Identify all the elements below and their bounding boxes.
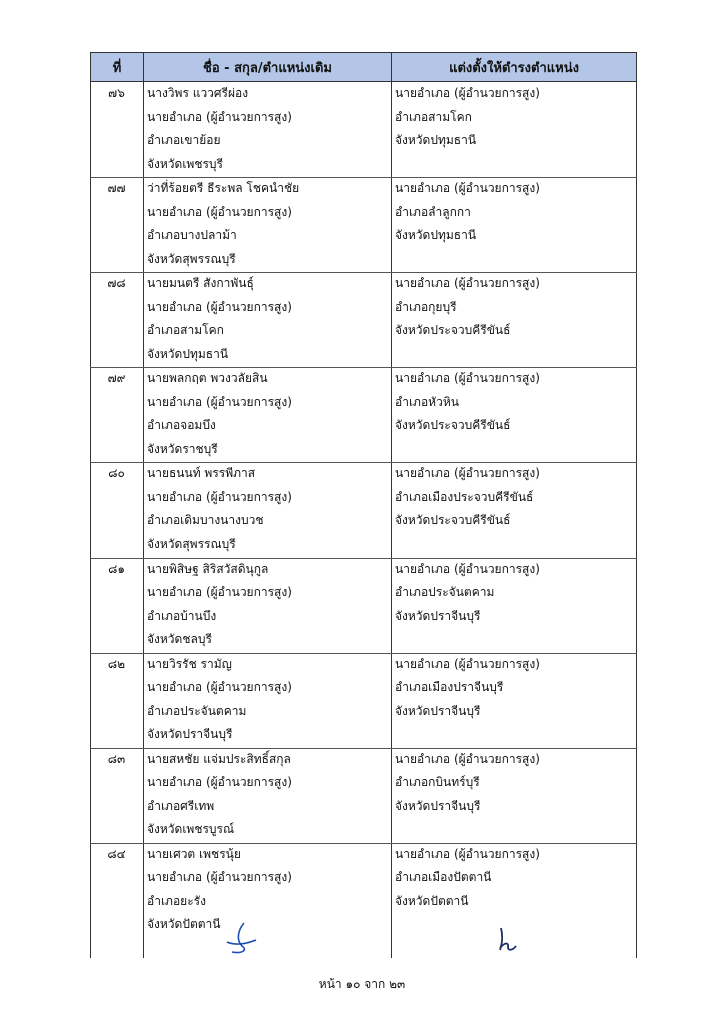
table-header	[90, 52, 637, 82]
row-number: ๗๘	[107, 276, 126, 291]
row-number: ๗๖	[108, 86, 125, 100]
old-position-cell	[147, 367, 387, 461]
new-position-line: นายอำเภอ (ผู้อำนวยการสูง)	[395, 846, 540, 861]
old-position-cell	[147, 653, 387, 747]
table-row	[90, 367, 637, 462]
new-position-cell	[395, 462, 633, 533]
new-position-cell	[395, 748, 633, 819]
person-name: นายเศวต เพชรนุ้ย	[147, 846, 241, 861]
new-position-line: อำเภอกบินทร์บุรี	[395, 775, 480, 790]
row-number: ๘๔	[107, 846, 126, 861]
new-position-line: นายอำเภอ (ผู้อำนวยการสูง)	[395, 751, 540, 766]
new-position-line: อำเภอสามโคก	[395, 109, 472, 124]
old-position-line: นายอำเภอ (ผู้อำนวยการสูง)	[147, 585, 292, 599]
new-position-line: อำเภอเมืองปัตตานี	[395, 870, 492, 885]
person-name: นายมนตรี สังกาพันธุ์	[147, 276, 254, 291]
old-position-line: นายอำเภอ (ผู้อำนวยการสูง)	[147, 394, 292, 409]
table-row	[90, 843, 637, 938]
new-position-line: นายอำเภอ (ผู้อำนวยการสูง)	[395, 181, 540, 196]
old-position-line: จังหวัดสุพรรณบุรี	[147, 536, 236, 551]
new-position-line: จังหวัดประจวบคีรีขันธ์	[395, 323, 511, 338]
new-position-cell	[395, 653, 633, 724]
new-position-line: จังหวัดปทุมธานี	[395, 133, 477, 147]
old-position-cell	[147, 748, 387, 842]
row-number: ๘๒	[107, 656, 126, 671]
table-row	[90, 177, 637, 272]
old-position-line: จังหวัดปทุมธานี	[147, 346, 229, 361]
old-position-line: อำเภอบางปลาม้า	[147, 228, 237, 243]
page-footer: หน้า ๑๐ จาก ๒๓	[318, 977, 406, 991]
new-position-line: อำเภอเมืองปราจีนบุรี	[395, 680, 504, 695]
person-name: นายธนนท์ พรรพีภาส	[147, 466, 256, 481]
header-number: ที่	[91, 53, 144, 81]
table-row	[90, 558, 637, 653]
new-position-line: อำเภอกุยบุรี	[395, 299, 457, 314]
new-position-line: นายอำเภอ (ผู้อำนวยการสูง)	[395, 276, 540, 291]
old-position-cell	[147, 272, 387, 366]
old-position-cell	[147, 82, 387, 176]
header-new-position: แต่งตั้งให้ดำรงตำแหน่ง	[449, 60, 579, 76]
row-number: ๘๐	[108, 466, 125, 481]
new-position-cell	[395, 367, 633, 438]
table-row	[90, 462, 637, 557]
table-row	[90, 272, 637, 367]
old-position-line: นายอำเภอ (ผู้อำนวยการสูง)	[147, 680, 292, 695]
table-row	[90, 653, 637, 748]
signature-left	[222, 920, 262, 956]
signature-right	[493, 924, 523, 954]
row-number: ๗๙	[107, 371, 126, 386]
header-name-position: ชื่อ - สกุล/ตำแหน่งเดิม	[144, 53, 392, 81]
new-position-line: จังหวัดประจวบคีรีขันธ์	[395, 418, 511, 433]
old-position-line: จังหวัดชลบุรี	[147, 632, 212, 646]
old-position-line: อำเภอจอมบึง	[147, 418, 216, 433]
new-position-line: จังหวัดประจวบคีรีขันธ์	[395, 513, 511, 528]
old-position-line: อำเภอเดิมบางนางบวช	[147, 513, 264, 528]
new-position-cell	[395, 843, 633, 914]
person-name: นายสหชัย แจ่มประสิทธิ์สกุล	[147, 751, 291, 766]
old-position-cell	[147, 843, 387, 937]
new-position-line: อำเภอลำลูกกา	[395, 204, 471, 219]
table-row	[90, 82, 637, 177]
person-name: นายวิรรัช รามัญ	[147, 656, 232, 671]
old-position-line: นายอำเภอ (ผู้อำนวยการสูง)	[147, 775, 292, 790]
old-position-line: อำเภอยะรัง	[147, 893, 206, 908]
old-position-line: จังหวัดเพชรบูรณ์	[147, 822, 235, 837]
table-row	[90, 748, 637, 843]
old-position-cell	[147, 558, 387, 652]
old-position-line: นายอำเภอ (ผู้อำนวยการสูง)	[147, 870, 292, 885]
old-position-line: จังหวัดราชบุรี	[147, 441, 218, 456]
old-position-line: จังหวัดปราจีนบุรี	[147, 727, 233, 742]
row-number: ๘๓	[107, 751, 126, 766]
new-position-line: นายอำเภอ (ผู้อำนวยการสูง)	[395, 86, 540, 100]
new-position-cell	[395, 558, 633, 629]
new-position-line: จังหวัดปัตตานี	[395, 893, 469, 908]
old-position-cell	[147, 462, 387, 556]
new-position-cell	[395, 177, 633, 248]
new-position-line: อำเภอเมืองประจวบคีรีขันธ์	[395, 489, 534, 504]
old-position-line: จังหวัดปัตตานี	[147, 917, 221, 932]
row-number: ๗๗	[107, 181, 126, 196]
old-position-line: จังหวัดสุพรรณบุรี	[147, 251, 236, 266]
new-position-line: อำเภอประจันตคาม	[395, 585, 495, 599]
old-position-line: อำเภอสามโคก	[147, 323, 224, 338]
new-position-line: จังหวัดปราจีนบุรี	[395, 608, 481, 623]
new-position-line: อำเภอหัวหิน	[395, 394, 459, 409]
new-position-line: นายอำเภอ (ผู้อำนวยการสูง)	[395, 656, 540, 671]
person-name: นายพลกฤต พวงวลัยสิน	[147, 371, 268, 386]
old-position-cell	[147, 177, 387, 271]
person-name: นางวิพร แววศรีผ่อง	[147, 86, 249, 100]
old-position-line: นายอำเภอ (ผู้อำนวยการสูง)	[147, 489, 292, 504]
new-position-line: นายอำเภอ (ผู้อำนวยการสูง)	[395, 561, 540, 576]
new-position-cell	[395, 272, 633, 343]
row-number: ๘๑	[108, 561, 125, 576]
old-position-line: อำเภอเขาย้อย	[147, 133, 221, 147]
old-position-line: นายอำเภอ (ผู้อำนวยการสูง)	[147, 204, 292, 219]
old-position-line: อำเภอศรีเทพ	[147, 798, 215, 813]
old-position-line: อำเภอบ้านบึง	[147, 608, 217, 623]
old-position-line: อำเภอประจันตคาม	[147, 703, 247, 718]
old-position-line: นายอำเภอ (ผู้อำนวยการสูง)	[147, 299, 292, 314]
old-position-line: จังหวัดเพชรบุรี	[147, 156, 223, 171]
old-position-line: นายอำเภอ (ผู้อำนวยการสูง)	[147, 109, 292, 124]
new-position-line: จังหวัดปทุมธานี	[395, 228, 477, 243]
new-position-line: จังหวัดปราจีนบุรี	[395, 798, 481, 813]
person-name: ว่าที่ร้อยตรี ธีระพล โชคนำชัย	[147, 181, 300, 196]
new-position-cell	[395, 82, 633, 153]
person-name: นายพิสิษฐ สิริสวัสดินุกูล	[147, 561, 269, 576]
new-position-line: จังหวัดปราจีนบุรี	[395, 703, 481, 718]
new-position-line: นายอำเภอ (ผู้อำนวยการสูง)	[395, 466, 540, 481]
new-position-line: นายอำเภอ (ผู้อำนวยการสูง)	[395, 371, 540, 386]
